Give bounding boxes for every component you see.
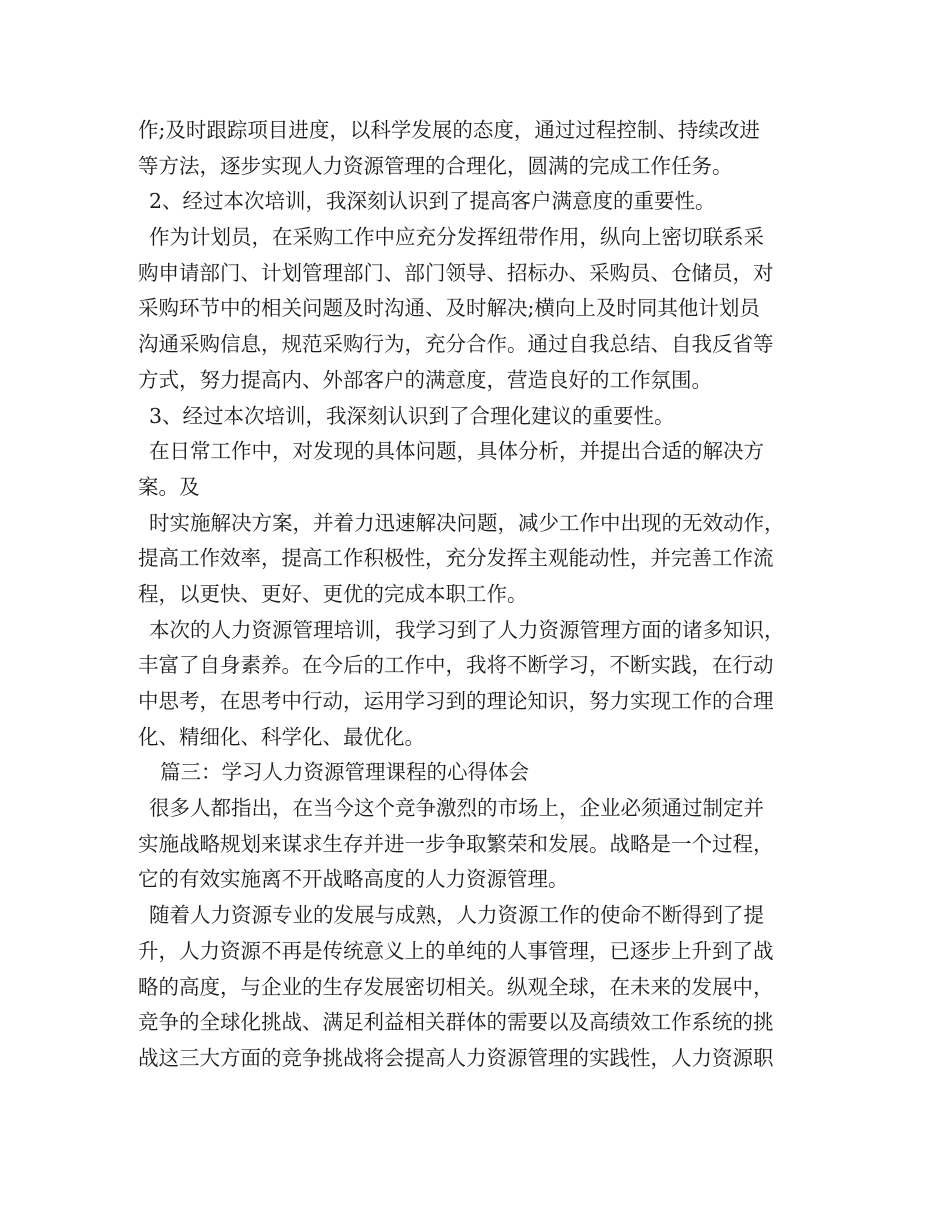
text-line: 丰富了自身素养。在今后的工作中，我将不断学习，不断实践，在行动 xyxy=(138,653,774,678)
text-line: 略的高度，与企业的生存发展密切相关。纵观全球，在未来的发展中， xyxy=(138,974,774,999)
text-line: 3、经过本次培训，我深刻认识到了合理化建议的重要性。 xyxy=(149,403,675,428)
text-line: 沟通采购信息，规范采购行为，充分合作。通过自我总结、自我反省等 xyxy=(138,332,774,357)
text-line: 随着人力资源专业的发展与成熟，人力资源工作的使命不断得到了提 xyxy=(149,903,764,928)
text-line: 程，以更快、更好、更优的完成本职工作。 xyxy=(138,581,528,606)
text-line: 提高工作效率，提高工作积极性，充分发挥主观能动性，并完善工作流 xyxy=(138,546,774,571)
text-line: 很多人都指出，在当今这个竞争激烈的市场上，企业必须通过制定并 xyxy=(149,796,764,821)
text-line: 作为计划员，在采购工作中应充分发挥纽带作用，纵向上密切联系采 xyxy=(149,225,764,250)
text-line: 等方法，逐步实现人力资源管理的合理化，圆满的完成工作任务。 xyxy=(138,153,733,178)
text-line: 时实施解决方案，并着力迅速解决问题，减少工作中出现的无效动作， xyxy=(149,510,785,535)
text-line: 案。及 xyxy=(138,474,200,499)
text-line: 中思考，在思考中行动，运用学习到的理论知识，努力实现工作的合理 xyxy=(138,689,774,713)
text-line: 化、精细化、科学化、最优化。 xyxy=(138,724,425,749)
text-line: 竞争的全球化挑战、满足利益相关群体的需要以及高绩效工作系统的挑 xyxy=(138,1010,774,1035)
text-line: 采购环节中的相关问题及时沟通、及时解决;横向上及时同其他计划员 xyxy=(138,296,760,321)
text-line: 在日常工作中，对发现的具体问题，具体分析，并提出合适的解决方 xyxy=(149,439,764,464)
text-line: 篇三：学习人力资源管理课程的心得体会 xyxy=(160,760,529,785)
text-line: 方式，努力提高内、外部客户的满意度，营造良好的工作氛围。 xyxy=(138,367,712,392)
text-line: 本次的人力资源管理培训，我学习到了人力资源管理方面的诸多知识， xyxy=(149,617,785,642)
document-body xyxy=(138,113,838,1077)
text-line: 购申请部门、计划管理部门、部门领导、招标办、采购员、仓储员，对 xyxy=(138,260,774,285)
text-line: 升，人力资源不再是传统意义上的单纯的人事管理，已逐步上升到了战 xyxy=(138,938,774,963)
text-line: 实施战略规划来谋求生存并进一步争取繁荣和发展。战略是一个过程， xyxy=(138,831,774,856)
text-line: 它的有效实施离不开战略高度的人力资源管理。 xyxy=(138,867,569,892)
text-line: 战这三大方面的竞争挑战将会提高人力资源管理的实践性，人力资源职 xyxy=(138,1045,774,1070)
text-line: 2、经过本次培训，我深刻认识到了提高客户满意度的重要性。 xyxy=(149,189,716,214)
text-line: 作;及时跟踪项目进度，以科学发展的态度，通过过程控制、持续改进 xyxy=(138,118,760,142)
